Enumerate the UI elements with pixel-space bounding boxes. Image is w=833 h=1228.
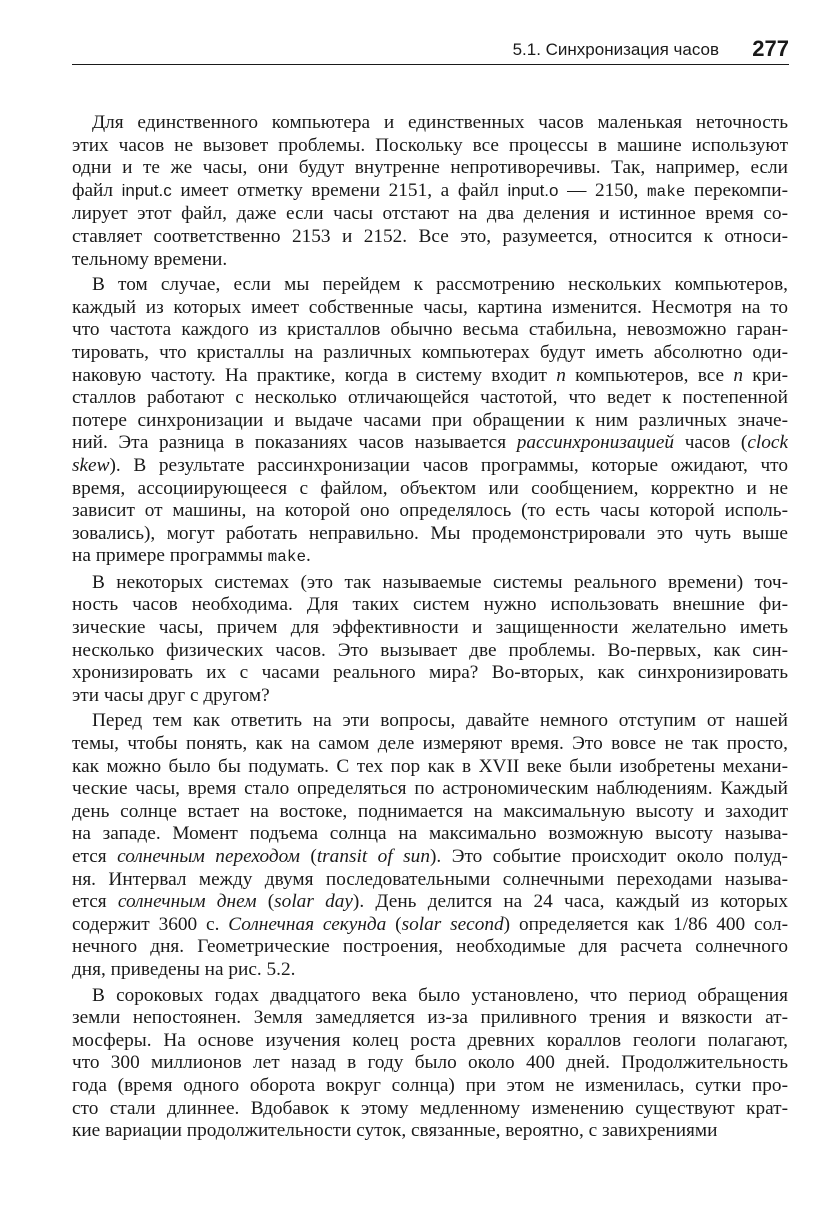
emphasis: solar day — [274, 891, 353, 913]
emphasis: transit of sun — [316, 846, 430, 867]
text-line: каждый из которых имеет собственные часы, картина изменится. Несмотря на то — [72, 296, 788, 318]
text-line: skew). В результате рассинхронизации часов программы, которые ожидают, что — [72, 454, 788, 476]
text-line: содержит 3600 с. Солнечная секунда (solar second) определяется как 1/86 400 сол- — [72, 913, 788, 935]
text-line: день солнце встает на востоке, поднимается на максимальную высоту и заходит — [72, 800, 788, 822]
text-line: мосферы. На основе изучения колец роста древних кораллов геологи полагают, — [72, 1029, 788, 1051]
text-line: ставляет соответственно 2153 и 2152. Все это, разумеется, относится к относи- — [72, 225, 788, 247]
emphasis: солнечным днем — [117, 891, 257, 913]
text-line: одни и те же часы, они будут внутренне непротиворечивы. Так, например, если — [72, 157, 788, 179]
text-line: ется солнечным днем (solar day). День делится на 24 часа, каждый из которых — [72, 891, 788, 913]
text-line: нечного дня. Геометрические построения, необходимые для расчета солнечного — [72, 936, 788, 958]
filename: input.o — [507, 180, 559, 200]
text-line: ний. Эта разница в показаниях часов называется рассинхронизацией часов (clock — [72, 432, 788, 454]
text-line: Для единственного компьютера и единственных часов маленькая неточность — [92, 112, 788, 133]
body-text — [72, 112, 788, 1146]
paragraph — [72, 985, 788, 1143]
text-line: эти часы друг с другом? — [72, 684, 270, 706]
text-line: лирует этот файл, даже если часы отстают на два деления и истинное время со- — [72, 203, 788, 225]
text-line: несколько физических часов. Это вызывает две проблемы. Во-первых, как син- — [72, 639, 788, 661]
emphasis: clock — [747, 432, 788, 454]
text-line: ется солнечным переходом (transit of sun). Это событие происходит около полуд- — [72, 846, 788, 867]
text-line: земли непостоянен. Земля замедляется из-за приливного трения и вязкости ат- — [72, 1007, 788, 1029]
paragraph — [72, 572, 788, 708]
text-line: ность часов необходима. Для таких систем нужно использовать внешние фи- — [72, 594, 788, 616]
text-line: ческие часы, время стало определяться по астрономическим наблюдениям. Каждый — [72, 778, 788, 800]
text-line: В некоторых системах (это так называемые системы реального времени) точ- — [92, 571, 788, 593]
emphasis: solar second — [401, 913, 504, 935]
text-line: зовались), могут работать неправильно. Мы продемонстрировали это чуть выше — [72, 522, 788, 544]
text-line: этих часов не вызовет проблемы. Поскольку все процессы в машине используют — [72, 134, 788, 156]
text-line: хронизировать их с часами реального мира? Во-вторых, как синхронизировать — [72, 662, 788, 684]
text-line: время, ассоциирующееся с файлом, объектом или сообщением, корректно и не — [72, 477, 788, 499]
emphasis: skew — [72, 454, 110, 476]
paragraph — [72, 710, 788, 981]
text-line: сто стали длиннее. Вдобавок к этому медленному изменению существуют крат- — [72, 1097, 788, 1119]
emphasis: Солнечная секунда — [228, 913, 387, 935]
text-line: В сороковых годах двадцатого века было установлено, что период обращения — [92, 984, 788, 1006]
text-line: Перед тем как ответить на эти вопросы, давайте немного отступим от нашей — [92, 710, 788, 732]
filename: input.c — [121, 180, 172, 200]
text-line: зависит от машины, на которой оно определялось (то есть часы которой исполь- — [72, 500, 788, 522]
text-line: кие вариации продолжительности суток, связанные, вероятно, с завихрениями — [72, 1120, 718, 1142]
text-line: года (время одного оборота вокруг солнца) при этом не изменилась, сутки про- — [72, 1074, 788, 1096]
text-line: что частота каждого из кристаллов обычно весьма стабильна, невозможно гаран- — [72, 319, 788, 341]
paragraph — [72, 274, 788, 569]
text-line: файл input.c имеет отметку времени 2151, а файл input.o — 2150, make перекомпи- — [72, 179, 788, 201]
code-term: make — [267, 548, 307, 567]
text-line: как можно было бы подумать. С тех пор как в XVII веке были изобретены механи- — [72, 755, 788, 777]
text-line: ня. Интервал между двумя последовательными солнечными переходами называ- — [72, 868, 788, 890]
page-number: 277 — [752, 36, 789, 61]
emphasis: солнечным переходом — [117, 846, 300, 867]
emphasis: рассинхронизацией — [516, 432, 675, 454]
text-line: дня, приведены на рис. 5.2. — [72, 958, 296, 980]
text-line: на западе. Момент подъема солнца на максимально возможную высоту называ- — [72, 823, 788, 845]
text-line: темы, чтобы понять, как на самом деле измеряют время. Это вовсе не так просто, — [72, 733, 788, 755]
text-line: что 300 миллионов лет назад в году было около 400 дней. Продолжительность — [72, 1052, 788, 1074]
emphasis: n — [733, 364, 743, 386]
text-line: В том случае, если мы перейдем к рассмотрению нескольких компьютеров, — [92, 274, 788, 296]
text-line: наковую частоту. На практике, когда в систему входит n компьютеров, все n кри- — [72, 364, 788, 386]
text-line: тировать, что кристаллы на различных компьютерах будут иметь абсолютно оди- — [72, 341, 788, 363]
text-line: потере синхронизации и выдаче часами при обращении к ним различных значе- — [72, 409, 788, 431]
emphasis: n — [556, 364, 566, 386]
paragraph — [72, 112, 788, 271]
text-line: сталлов работают с несколько отличающейся частотой, что ведет к постепенной — [72, 387, 788, 409]
code-term: make — [647, 182, 686, 201]
text-line: тельному времени. — [72, 248, 228, 270]
section-title: 5.1. Синхронизация часов — [512, 40, 719, 59]
text-line: на примере программы make. — [72, 545, 311, 567]
text-line: зические часы, причем для эффективности и защищенности желательно иметь — [72, 617, 788, 639]
running-header — [72, 34, 789, 65]
